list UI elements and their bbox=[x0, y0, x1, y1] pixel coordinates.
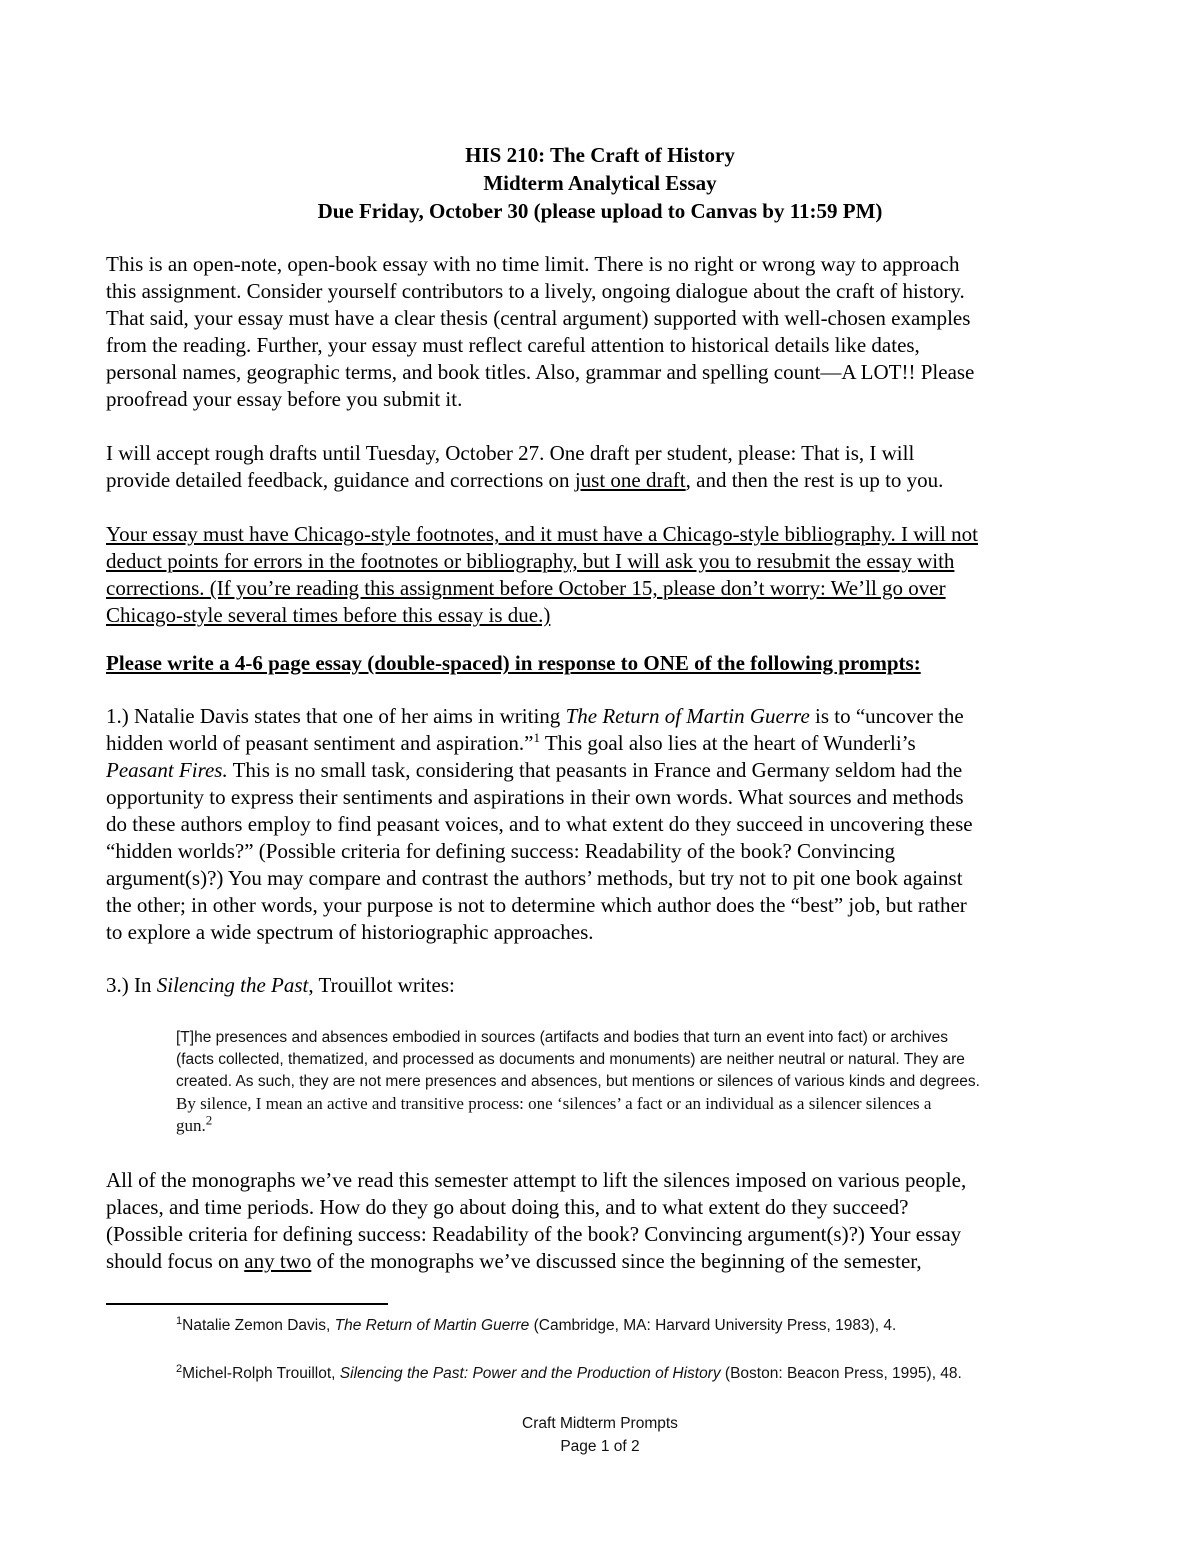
footnote-2 bbox=[176, 1364, 962, 1384]
book-title: Peasant Fires. bbox=[106, 758, 228, 782]
chicago-line: Chicago-style several times before this essay is due.) bbox=[106, 603, 551, 627]
drafts-text: , and then the rest is up to you. bbox=[685, 468, 944, 492]
prompt1-text: This is no small task, considering that peasants in France and Germany seldom had the bbox=[227, 758, 963, 782]
prompt1-line: do these authors employ to find peasant voices, and to what extent do they succeed in uncovering these bbox=[106, 812, 973, 836]
quote-text: gun. bbox=[176, 1116, 206, 1135]
prompt-3-intro bbox=[106, 972, 1106, 999]
prompt1-line bbox=[106, 757, 1106, 784]
drafts-text: provide detailed feedback, guidance and corrections on bbox=[106, 468, 575, 492]
prompt-3-body bbox=[106, 1167, 1106, 1275]
footnote-ref-1: 1 bbox=[533, 730, 540, 745]
quote-line: By silence, I mean an active and transitive process: one ‘silences’ a fact or an individual as a silencer silences a bbox=[176, 1094, 932, 1113]
prompt-1 bbox=[106, 703, 1106, 946]
book-title: The Return of Martin Guerre bbox=[565, 704, 810, 728]
intro-line: This is an open-note, open-book essay with no time limit. There is no right or wrong way to approach bbox=[106, 252, 960, 276]
prompt-instruction bbox=[106, 650, 1106, 677]
intro-line: proofread your essay before you submit it. bbox=[106, 387, 463, 411]
instruction-text: Please write a 4-6 page essay (double-spaced) in response to ONE of the following prompts: bbox=[106, 651, 921, 675]
prompt1-line: “hidden worlds?” (Possible criteria for defining success: Readability of the book? Convincing bbox=[106, 839, 896, 863]
prompt3-text: 3.) In bbox=[106, 973, 157, 997]
prompt3-line: places, and time periods. How do they go about doing this, and to what extent do they succeed? bbox=[106, 1195, 909, 1219]
footnote-ref-2: 2 bbox=[205, 1112, 213, 1128]
prompt1-text: This goal also lies at the heart of Wunderli’s bbox=[539, 731, 916, 755]
chicago-style-paragraph bbox=[106, 521, 1106, 629]
prompt1-line: opportunity to express their sentiments and aspirations in their own words. What sources and methods bbox=[106, 785, 964, 809]
footnote-text: Natalie Zemon Davis, bbox=[182, 1317, 335, 1334]
page-footer bbox=[0, 1412, 1200, 1458]
prompt3-text: , Trouillot writes: bbox=[308, 973, 455, 997]
prompt3-text: should focus on bbox=[106, 1249, 245, 1273]
page-number: Page 1 of 2 bbox=[560, 1438, 640, 1455]
footer-title: Craft Midterm Prompts bbox=[522, 1415, 678, 1432]
footnote-text: Michel-Rolph Trouillot, bbox=[182, 1365, 340, 1382]
just-one-draft-emphasis: just one draft bbox=[574, 468, 686, 492]
chicago-line: Your essay must have Chicago-style footnotes, and it must have a Chicago-style bibliography. I will not bbox=[106, 522, 978, 546]
book-title: Silencing the Past bbox=[156, 973, 309, 997]
prompt1-line bbox=[106, 703, 1106, 730]
any-two-emphasis: any two bbox=[244, 1249, 312, 1273]
footnote-text: (Boston: Beacon Press, 1995), 48. bbox=[720, 1365, 962, 1382]
prompt1-text: is to “uncover the bbox=[809, 704, 964, 728]
book-title: The Return of Martin Guerre bbox=[334, 1317, 530, 1334]
prompt3-line bbox=[106, 972, 1106, 999]
quote-line bbox=[176, 1112, 1096, 1137]
footnote-text: (Cambridge, MA: Harvard University Press, 1983), 4. bbox=[529, 1317, 897, 1334]
prompt1-line: the other; in other words, your purpose is not to determine which author does the “best” job, but rather bbox=[106, 893, 967, 917]
due-date: Due Friday, October 30 (please upload to Canvas by 11:59 PM) bbox=[317, 199, 883, 223]
assignment-title: Midterm Analytical Essay bbox=[483, 171, 717, 195]
quote-line: created. As such, they are not mere presences and absences, but mentions or silences of various kinds and degrees. bbox=[176, 1073, 980, 1090]
block-quote bbox=[176, 1027, 1096, 1137]
book-title: Silencing the Past: Power and the Production of History bbox=[339, 1365, 721, 1382]
prompt3-line: (Possible criteria for defining success: Readability of the book? Convincing argument(s)?) Your essay bbox=[106, 1222, 962, 1246]
quote-line: [T]he presences and absences embodied in sources (artifacts and bodies that turn an event into fact) or archives bbox=[176, 1029, 948, 1046]
intro-paragraph bbox=[106, 251, 1106, 413]
drafts-line: I will accept rough drafts until Tuesday, October 27. One draft per student, please: That is, I will bbox=[106, 441, 915, 465]
footnote-number: 1 bbox=[176, 1314, 183, 1327]
course-title: HIS 210: The Craft of History bbox=[465, 143, 735, 167]
chicago-line: corrections. (If you’re reading this assignment before October 15, please don’t worry: We’ll go over bbox=[106, 576, 946, 600]
intro-line: from the reading. Further, your essay must reflect careful attention to historical details like dates, bbox=[106, 333, 920, 357]
footnote-1 bbox=[176, 1316, 896, 1336]
prompt1-line: argument(s)?) You may compare and contrast the authors’ methods, but try not to pit one book against bbox=[106, 866, 963, 890]
intro-line: this assignment. Consider yourself contributors to a lively, ongoing dialogue about the craft of history. bbox=[106, 279, 965, 303]
drafts-line bbox=[106, 467, 1106, 494]
prompt1-line: to explore a wide spectrum of historiographic approaches. bbox=[106, 920, 594, 944]
intro-line: personal names, geographic terms, and book titles. Also, grammar and spelling count—A LOT!! Please bbox=[106, 360, 975, 384]
drafts-paragraph bbox=[106, 440, 1106, 494]
footnote-number: 2 bbox=[176, 1362, 183, 1375]
quote-line: (facts collected, thematized, and processed as documents and monuments) are neither neutral or natural. They are bbox=[176, 1051, 965, 1068]
footnote-separator bbox=[106, 1303, 388, 1305]
prompt1-line bbox=[106, 730, 1106, 757]
intro-line: That said, your essay must have a clear thesis (central argument) supported with well-chosen examples bbox=[106, 306, 971, 330]
document-header bbox=[0, 141, 1200, 225]
prompt1-text: hidden world of peasant sentiment and aspiration.” bbox=[106, 731, 534, 755]
prompt1-text: 1.) Natalie Davis states that one of her aims in writing bbox=[106, 704, 566, 728]
chicago-line: deduct points for errors in the footnotes or bibliography, but I will ask you to resubmit the essay with bbox=[106, 549, 955, 573]
prompt3-text: of the monographs we’ve discussed since the beginning of the semester, bbox=[311, 1249, 922, 1273]
prompt3-line bbox=[106, 1248, 1106, 1275]
prompt3-line: All of the monographs we’ve read this semester attempt to lift the silences imposed on various people, bbox=[106, 1168, 967, 1192]
